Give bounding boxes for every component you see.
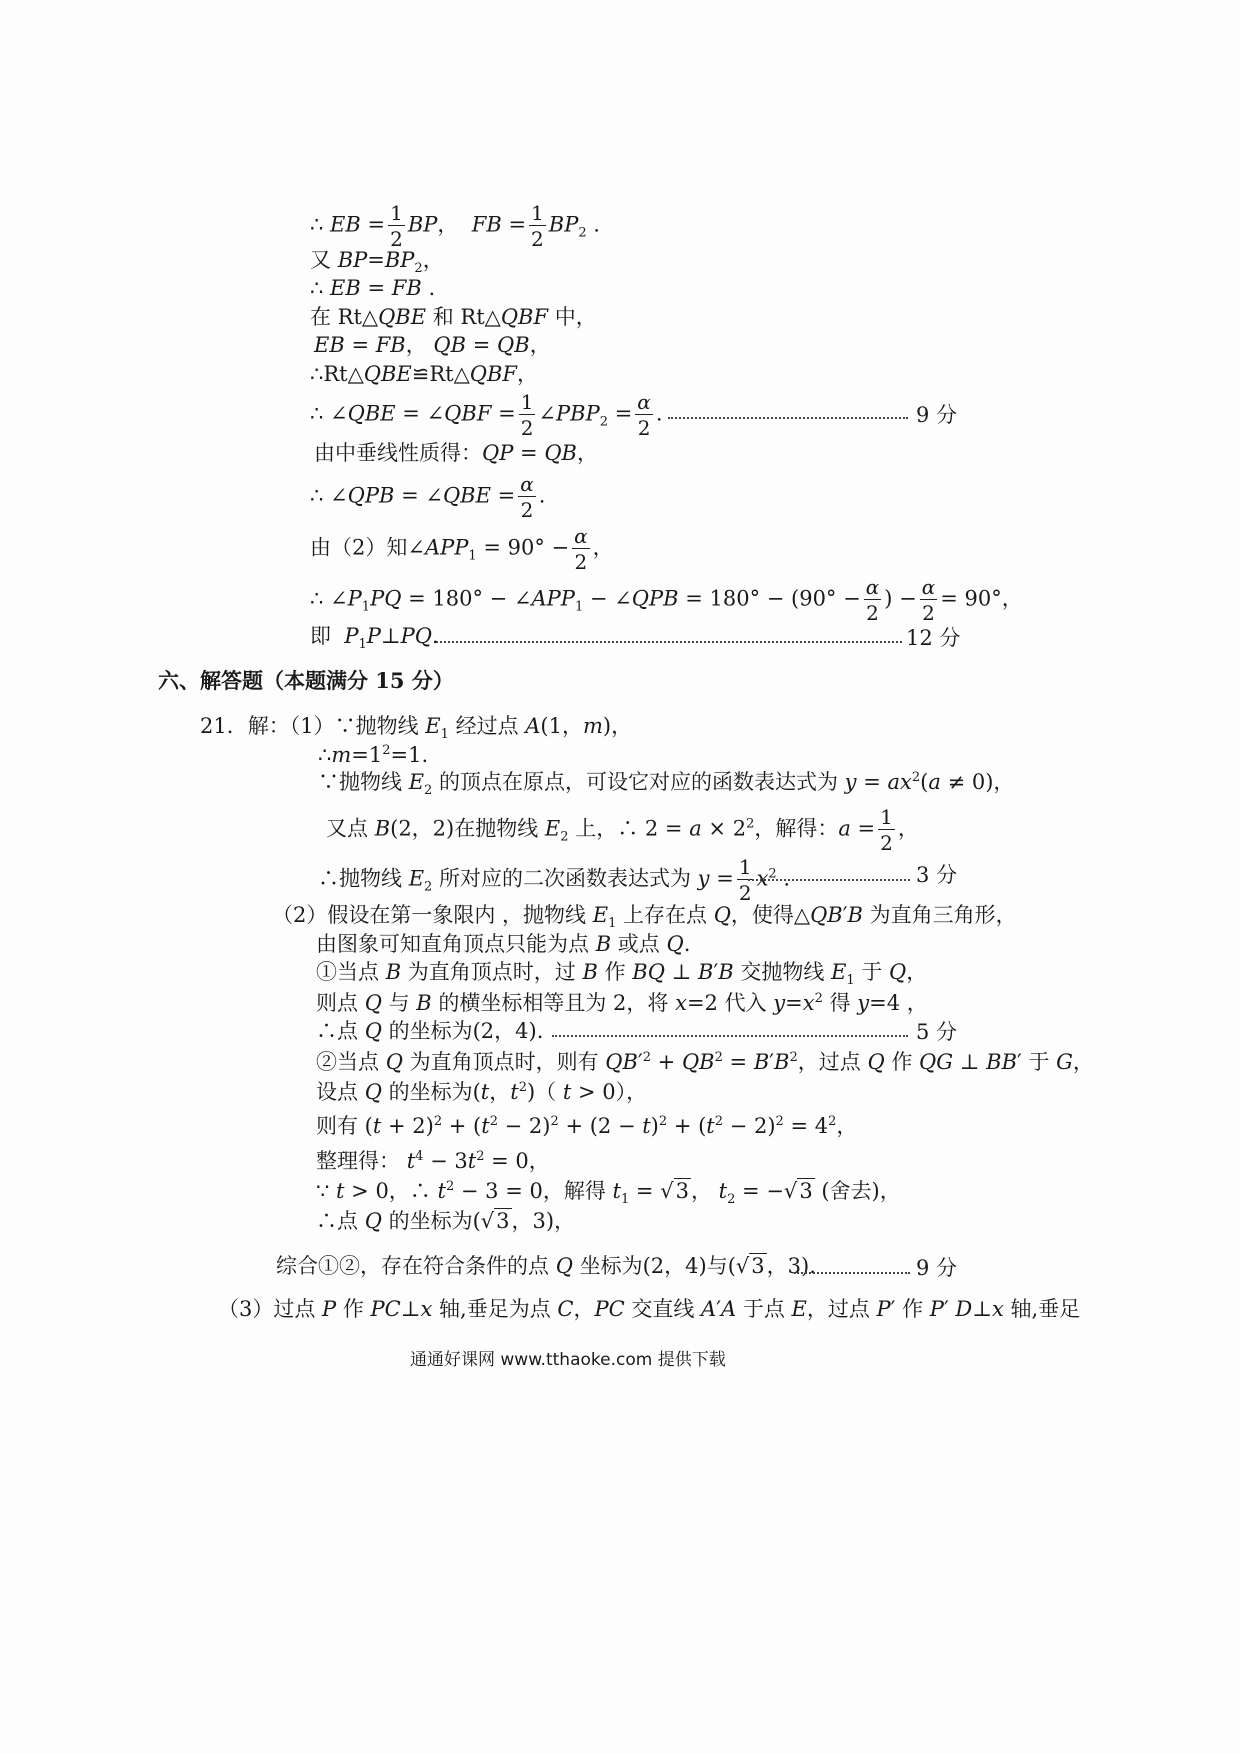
line-eb-fb: ∴ EB = FB .: [310, 276, 436, 300]
line-congruent: ∴Rt△QBE≌Rt△QBF，: [310, 362, 538, 386]
case2-result: ∴点 Q 的坐标为(√3，3)，: [316, 1209, 576, 1233]
score-label: 3 分: [916, 863, 958, 887]
part2-intro: （2）假设在第一象限内 ，抛物线 $E_1$ 上存在点 Q，使得△QB′B 为直角三角形，: [272, 903, 1017, 932]
line-bp-equal: 又 $BP=BP_2$，: [310, 248, 444, 277]
line-conditions: EB = FB， QB = QB，: [314, 333, 551, 357]
line-m-value: $\therefore m=1^2=1$.: [318, 743, 429, 767]
line-triangles: 在 Rt△QBE 和 Rt△QBF 中，: [310, 305, 597, 329]
case2-equation: 则有 $(t + 2)^2 + (t^2 - 2)^2 + (2 - t)^2 + (t^2 - 2)^2 = 4^2$，: [316, 1114, 858, 1138]
case2-solve: ∵ t > 0，∴ $t^2 - 3 = 0$，解得 $t_1 = √3$， $t_2 = -√3$ (舍去)，: [316, 1179, 901, 1208]
part2-summary: 综合①②，存在符合条件的点 Q 坐标为(2，4)与(√3，3).: [276, 1254, 816, 1278]
score-label: 5 分: [916, 1020, 958, 1044]
case1-result: ∴点 Q 的坐标为(2，4).: [316, 1019, 544, 1043]
line-angle-qpb: ∴ ∠QPB = ∠QBE = $\frac{\alpha}{2}$ .: [310, 472, 546, 522]
footer-download-note: 通通好课网 www.tthaoke.com 提供下载: [410, 1350, 726, 1370]
line-angle-p1pq: ∴ $\angle P_1PQ = 180^\circ$ − $\angle APP_1$ − ∠QPB = 180° − (90° − $\frac{\alpha}{2}$ ) − $\frac{\alpha}{2}$ = 90°，: [310, 575, 1023, 625]
line-e2-expression: ∴抛物线 $E_2$ 所对应的二次函数表达式为 y = $\frac{1}{2}$ $x^2$ .: [318, 855, 791, 905]
line-point-b: 又点 B(2，2)在抛物线 $E_2$ 上，∴ $2 = a \times 2^2$，解得：a = $\frac{1}{2}$ ，: [326, 805, 919, 855]
score-leader: [668, 417, 908, 419]
score-label: 9 分: [916, 1256, 958, 1280]
score-label: 9 分: [916, 403, 958, 427]
case2-simplified: 整理得： $t^4 - 3t^2 = 0$，: [316, 1149, 550, 1173]
score-leader: [748, 879, 910, 881]
line-eb-bp: ∴ EB = $\frac{1}{2}$ BP， FB = $\frac{1}{2}$ $BP_2$ .: [310, 201, 600, 251]
line-angle-app1: 由（2）知$\angle APP_1 = 90^\circ$ − $\frac{\alpha}{2}$ ，: [310, 524, 614, 574]
case2: ②当点 Q 为直角顶点时，则有 $QB'^2 + QB^2 = B'B^2$，过点 Q 作 QG ⊥ BB′ 于 G，: [316, 1050, 1094, 1074]
section-heading: 六、解答题（本题满分 15 分）: [158, 668, 454, 693]
part2-vertex: 由图象可知直角顶点只能为点 B 或点 Q.: [316, 932, 691, 956]
case1-substitution: 则点 Q 与 B 的横坐标相等且为 2，将 x=2 代入 $y=x^2$ 得 y=4 ，: [316, 991, 928, 1015]
score-leader: [552, 1035, 908, 1037]
score-leader: [794, 1272, 910, 1274]
score-label: 12 分: [906, 626, 961, 650]
case2-coordinates: 设点 Q 的坐标为(t，$t^2$)（ t > 0），: [316, 1080, 648, 1104]
case1: ①当点 B 为直角顶点时，过 B 作 BQ ⊥ B′B 交抛物线 $E_1$ 于 Q，: [316, 960, 928, 989]
line-perp-bisector: 由中垂线性质得：QP = QB，: [314, 441, 598, 465]
line-vertex-origin: ∵抛物线 $E_2$ 的顶点在原点，可设它对应的函数表达式为 $y = ax^2(a \ne 0)$，: [318, 770, 1015, 799]
line-angle-qbe: ∴ ∠QBE = ∠QBF = $\frac{1}{2}$ $\angle PBP_2$ = $\frac{\alpha}{2}$ .: [310, 390, 663, 440]
solution-start: 21．解：（1）∵抛物线 $E_1$ 经过点 A(1，m)，: [200, 714, 633, 743]
score-leader: [436, 641, 902, 643]
part3-intro: （3）过点 P 作 PC⊥x 轴,垂足为点 C，PC 交直线 A′A 于点 E，过点 P′ 作 P′ D⊥x 轴,垂足: [218, 1297, 1081, 1321]
line-conclusion: 即 $P_1P\perp PQ$.: [310, 624, 439, 653]
